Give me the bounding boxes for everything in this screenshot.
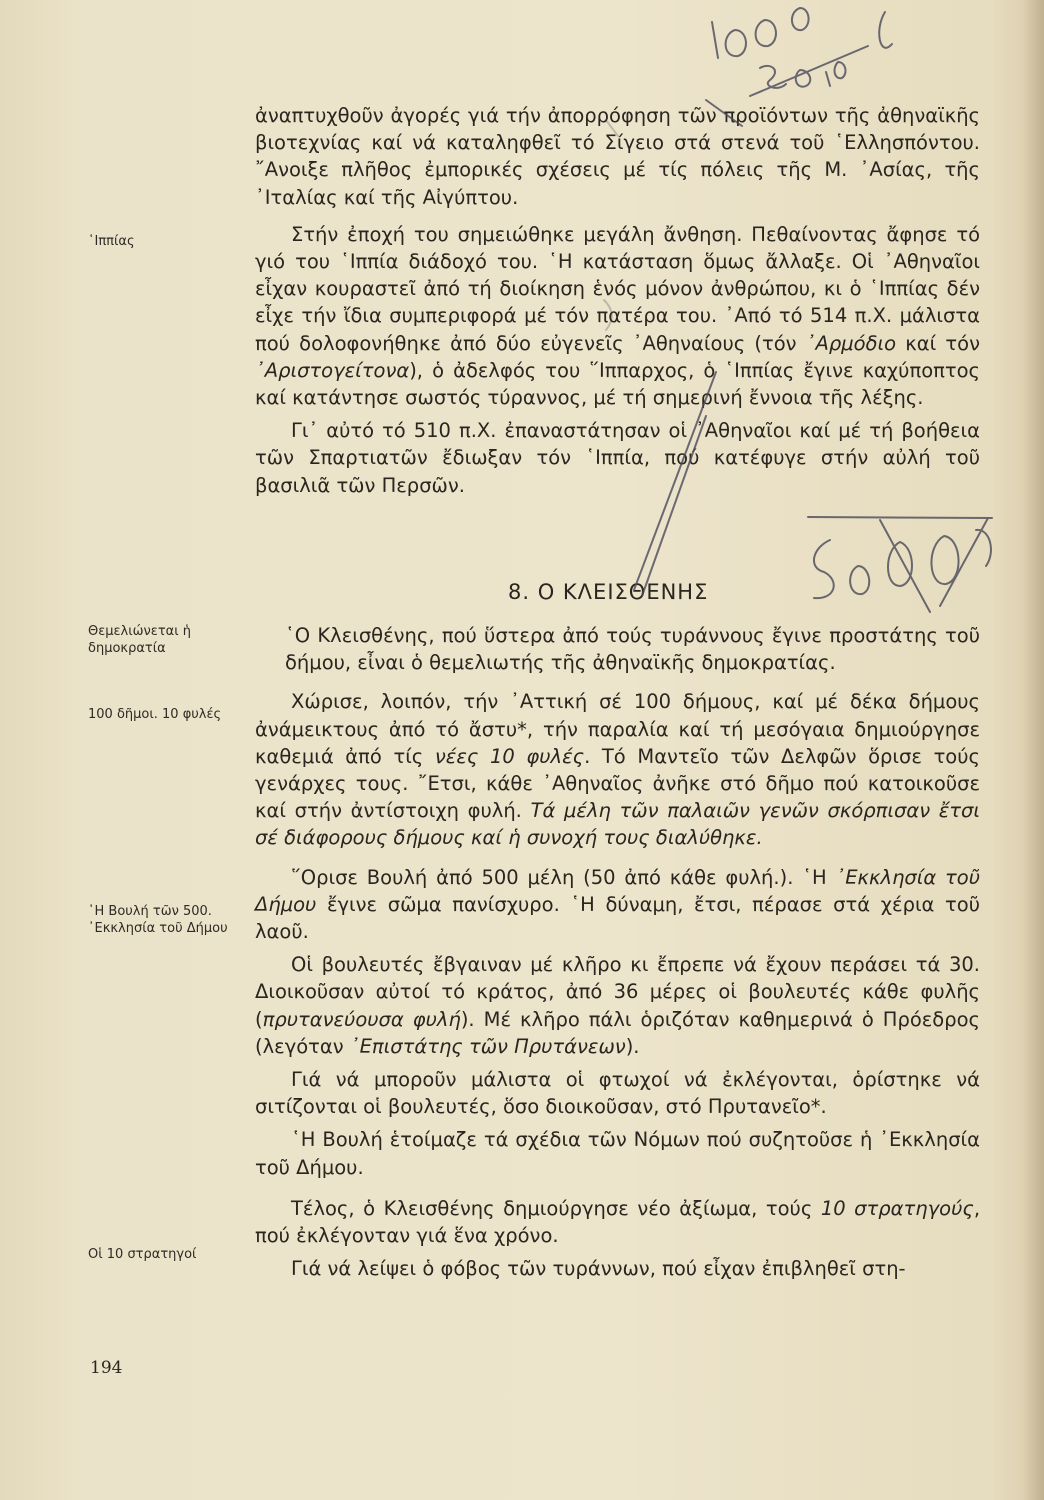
paragraph: Στήν ἐποχή του σημειώθηκε μεγάλη ἄνθηση. Πεθαίνοντας ἄφησε τό γιό του ῾Ιππία διάδοχό του. ῾Η κατάσταση ὅμως ἄλλαξε. Οἱ ᾿Αθηναῖοι εἶχαν κουραστεῖ ἀπό τή διοίκηση ἑνός μόνον ἀνθρώπου, κι ὁ ῾Ιππίας δέν εἶχε τήν ἴδια συμπεριφορά μέ τόν πατέρα του. ᾿Από τό 514 π.Χ. μάλιστα πού δολοφονήθηκε ἀπό δύο εὐγενεῖς ᾿Αθηναίους (τόν ᾿Αρμόδιο καί τόν ᾿Αριστογείτονα), ὁ ἀδελφός του ῞Ιππαρχος, ὁ ῾Ιππίας ἔγινε καχύποπτος καί κατάντησε σωστός τύραννος, μέ τή σημερινή ἔννοια τῆς λέξης. (255, 222, 980, 410)
paragraph: Γιά νά λείψει ὁ φόβος τῶν τυράννων, πού εἶχαν ἐπιβληθεῖ στη- (291, 1257, 906, 1281)
paragraph: Χώρισε, λοιπόν, τήν ᾿Αττική σέ 100 δήμους, καί μέ δέκα δήμους ἀνάμεικτους ἀπό τό ἄστυ*, τήν παραλία καί τή μεσόγαια δημιούργησε καθεμιά ἀπό τίς νέες 10 φυλές. Τό Μαντεῖο τῶν Δελφῶν ὅρισε τούς γενάρχες τους. ῎Ετσι, κάθε ᾿Αθηναῖος ἀνῆκε στό δῆμο πού κατοικοῦσε καί στήν ἀντίστοιχη φυλή. Τά μέλη τῶν παλαιῶν γενῶν σκόρπισαν ἔτσι σέ διάφορους δήμους καί ἡ συνοχή τους διαλύθηκε. (255, 690, 981, 850)
section-peisistratos-text (255, 102, 980, 505)
section-kleisthenes-text (255, 622, 980, 1288)
paragraph: Τέλος, ὁ Κλεισθένης δημιούργησε νέο ἀξίωμα, τούς 10 στρατηγούς, πού ἐκλέγονταν γιά ἕνα χρόνο. (255, 1196, 981, 1248)
section-heading: 8. Ο ΚΛΕΙΣΘΕΝΗΣ (508, 580, 709, 604)
handwritten-5000 (814, 536, 959, 598)
paragraph: ῾Η Βουλή ἑτοίμαζε τά σχέδια τῶν Νόμων πού συζητοῦσε ἡ ᾿Εκκλησία τοῦ Δήμου. (255, 1128, 980, 1179)
paragraph: Οἱ βουλευτές ἔβγαιναν μέ κλῆρο κι ἔπρεπε νά ἔχουν περάσει τά 30. Διοικοῦσαν αὐτοί τό κράτος, ἀπό 36 μέρες οἱ βουλευτές κάθε φυλῆς (πρυτανεύουσα φυλή). Μέ κλῆρο πάλι ὁριζόταν καθημερινά ὁ Πρόεδρος (λεγόταν ᾿Επιστάτης τῶν Πρυτάνεων). (255, 953, 980, 1058)
paragraph: Γι᾿ αὐτό τό 510 π.Χ. ἐπαναστάτησαν οἱ ᾿Αθηναῖοι καί μέ τή βοήθεια τῶν Σπαρτιατῶν ἔδιωξαν τόν ῾Ιππία, πού κατέφυγε στήν αὐλή τοῦ βασιλιᾶ τῶν Περσῶν. (255, 419, 980, 497)
paragraph: ῾Ο Κλεισθένης, πού ὕστερα ἀπό τούς τυράννους ἔγινε προστάτης τοῦ δήμου, εἶναι ὁ θεμελιωτής τῆς ἀθηναϊκῆς δημοκρατίας. (285, 624, 980, 675)
page-number: 194 (90, 1358, 123, 1378)
paragraph: Γιά νά μποροῦν μάλιστα οἱ φτωχοί νά ἐκλέγονται, ὁρίστηκε νά σιτίζονται οἱ βουλευτές, ὅσο διοικοῦσαν, στό Πρυτανεῖο*. (255, 1068, 980, 1119)
paragraph: ῞Ορισε Βουλή ἀπό 500 μέλη (50 ἀπό κάθε φυλή.). ῾Η ᾿Εκκλησία τοῦ Δήμου ἔγινε σῶμα πανίσχυρο. ῾Η δύναμη, ἔτσι, πέρασε στά χέρια τοῦ λαοῦ. (255, 865, 981, 944)
handwritten-top-numbers (712, 8, 892, 58)
binding-shadow (1022, 0, 1044, 1500)
margin-note-demes: 100 δῆμοι. 10 φυλές (88, 707, 222, 722)
margin-note-boule: ῾Η Βουλή τῶν 500. ᾿Εκκλησία τοῦ Δήμου (88, 904, 228, 936)
margin-note-democracy: Θεμελιώνεται ἡ δημοκρατία (88, 624, 191, 656)
margin-note-strategoi: Οἱ 10 στρατηγοί (88, 1247, 197, 1262)
paragraph: ἀναπτυχθοῦν ἀγορές γιά τήν ἀπορρόφηση τῶν προϊόντων τῆς ἀθηναϊκῆς βιοτεχνίας καί νά καταληφθεῖ τό Σίγειο στά στενά τοῦ ῾Ελλησπόντου. ῎Ανοιξε πλῆθος ἐμπορικές σχέσεις μέ τίς πόλεις τῆς Μ. ᾿Ασίας, τῆς ᾿Ιταλίας καί τῆς Αἰγύπτου. (255, 104, 980, 209)
margin-note-hippias: ῾Ιππίας (88, 234, 135, 249)
